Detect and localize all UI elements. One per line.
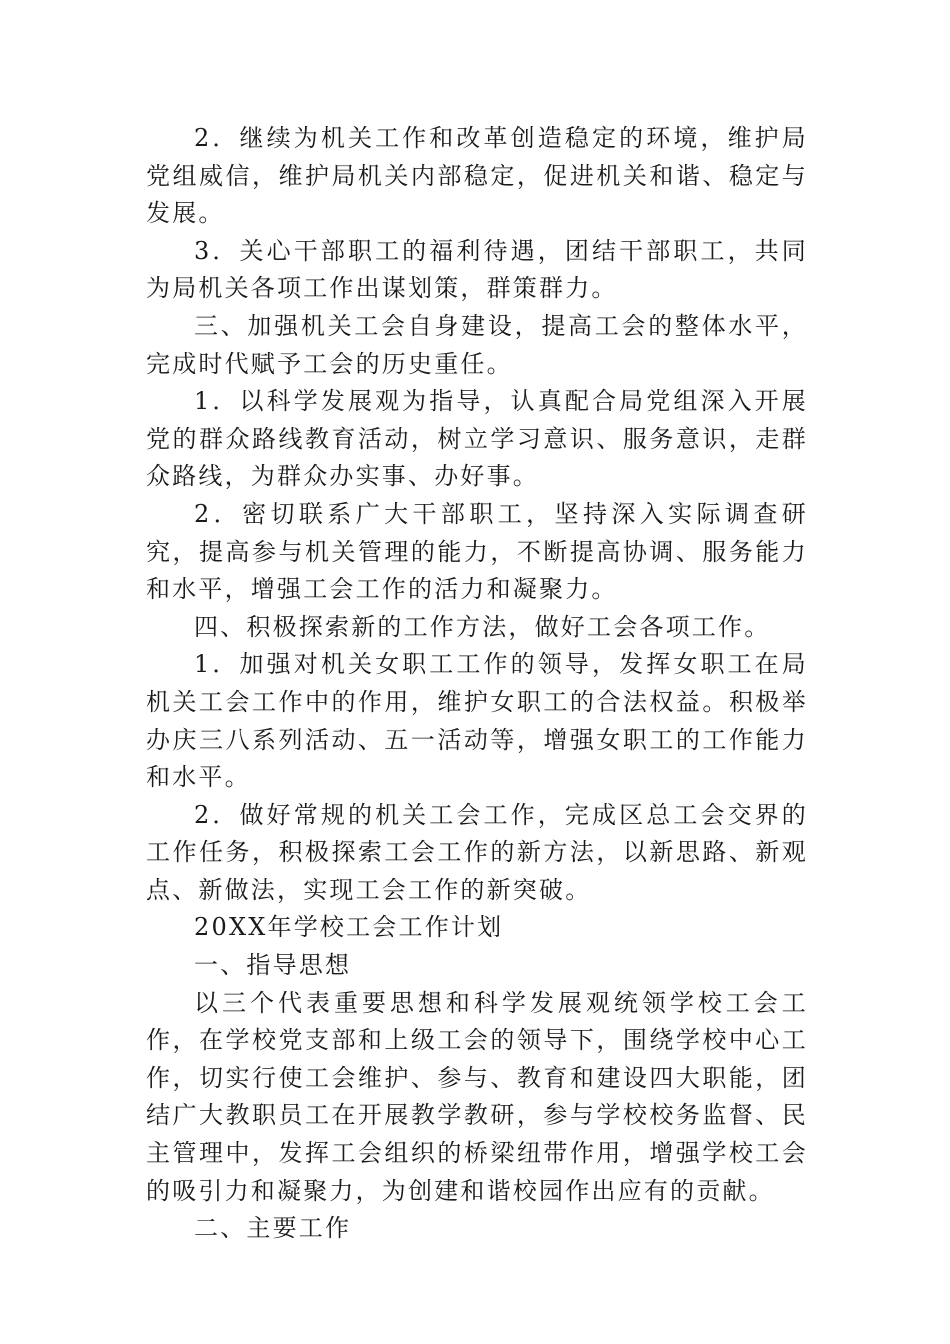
section-heading: 二、主要工作 <box>194 1214 352 1243</box>
paragraph: 2．继续为机关工作和改革创造稳定的环境，维护局党组威信，维护局机关内部稳定，促进机关和谐、稳定与发展。 <box>146 124 808 228</box>
paragraph: 1．加强对机关女职工工作的领导，发挥女职工在局机关工会工作中的作用，维护女职工的合法权益。积极举办庆三八系列活动、五一活动等，增强女职工的工作能力和水平。 <box>146 650 808 792</box>
paragraph: 2．做好常规的机关工会工作，完成区总工会交界的工作任务，积极探索工会工作的新方法，以新思路、新观点、新做法，实现工会工作的新突破。 <box>146 800 808 904</box>
document-title: 20XX年学校工会工作计划 <box>194 913 504 942</box>
paragraph: 3．关心干部职工的福利待遇，团结干部职工，共同为局机关各项工作出谋划策，群策群力。 <box>146 236 808 303</box>
section-heading: 一、指导思想 <box>194 951 352 980</box>
document-body <box>146 120 808 1248</box>
paragraph: 以三个代表重要思想和科学发展观统领学校工会工作，在学校党支部和上级工会的领导下，围绕学校中心工作，切实行使工会维护、参与、教育和建设四大职能，团结广大教职员工在开展教学教研，参与学校校务监督、民主管理中，发挥工会组织的桥梁纽带作用，增强学校工会的吸引力和凝聚力，为创建和谐校园作出应有的贡献。 <box>146 988 808 1205</box>
paragraph: 2．密切联系广大干部职工，坚持深入实际调查研究，提高参与机关管理的能力，不断提高协调、服务能力和水平，增强工会工作的活力和凝聚力。 <box>146 499 808 604</box>
paragraph: 1．以科学发展观为指导，认真配合局党组深入开展党的群众路线教育活动，树立学习意识、服务意识，走群众路线，为群众办实事、办好事。 <box>146 387 808 491</box>
section-heading: 三、加强机关工会自身建设，提高工会的整体水平，完成时代赋予工会的历史重任。 <box>146 311 808 378</box>
section-heading: 四、积极探索新的工作方法，做好工会各项工作。 <box>194 612 771 641</box>
